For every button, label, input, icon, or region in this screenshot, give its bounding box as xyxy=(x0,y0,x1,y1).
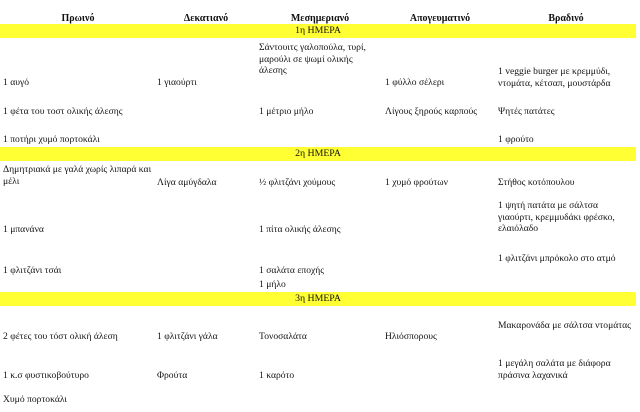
day1-dinner-2: Ψητές πατάτες xyxy=(498,106,555,117)
day3-dinner-1: Μακαρονάδα με σάλτσα ντομάτας xyxy=(498,320,631,331)
day-band-1: 1η ΗΜΕΡΑ xyxy=(0,24,636,38)
day1-afternoon-2: Λίγους ξηρούς καρπούς xyxy=(385,106,478,117)
day3-breakfast-1: 2 φέτες του τόστ ολική άλεση xyxy=(3,331,118,342)
day2-lunch-3: 1 σαλάτα εποχής xyxy=(259,265,325,276)
day2-breakfast-1: Δημητριακά με γαλά χωρίς λιπαρά και μέλι xyxy=(3,164,152,187)
day3-dinner-2: 1 μεγάλη σαλάτα με διάφορα πράσινα λαχανικά xyxy=(498,358,611,381)
day1-snack-1: 1 γιαούρτι xyxy=(157,77,197,88)
day1-breakfast-1: 1 αυγό xyxy=(3,77,30,88)
day1-afternoon-1: 1 φύλλο σέλερι xyxy=(385,77,445,88)
day2-afternoon-1: 1 χυμό φρούτων xyxy=(385,177,448,188)
day2-lunch-1: ½ φλιτζάνι χούμους xyxy=(259,177,336,188)
day3-breakfast-3: Χυμό πορτοκάλι xyxy=(3,394,67,405)
day2-breakfast-3: 1 φλιτζάνι τσάι xyxy=(3,265,62,276)
header-afternoon-snack: Απογευματινό xyxy=(409,13,471,24)
day-band-2: 2η ΗΜΕΡΑ xyxy=(0,147,636,161)
day1-dinner-3: 1 φρούτο xyxy=(498,134,534,145)
day2-breakfast-2: 1 μπανάνα xyxy=(3,224,44,235)
day3-afternoon-1: Ηλιόσπορους xyxy=(385,331,437,342)
day3-lunch-1: Τονοσαλάτα xyxy=(259,331,307,342)
day2-lunch-2: 1 πίτα ολικής άλεσης xyxy=(259,224,341,235)
day1-breakfast-3: 1 ποτήρι χυμό πορτοκάλι xyxy=(3,134,100,145)
day3-snack-1: 1 φλιτζάνι γάλα xyxy=(157,331,218,342)
header-breakfast: Πρωινό xyxy=(61,13,95,24)
header-dinner: Βραδινό xyxy=(548,13,584,24)
day3-breakfast-2: 1 κ.σ φυστικοβούτυρο xyxy=(3,370,89,381)
day2-dinner-3: 1 φλιτζάνι μπρόκολο στο ατμό xyxy=(498,253,616,264)
day3-snack-2: Φρούτα xyxy=(157,370,188,381)
day2-dinner-2: 1 ψητή πατάτα με σάλτσα γιαούρτι, κρεμμυδάκι φρέσκο, ελαιόλαδο xyxy=(498,200,615,234)
day1-lunch-1: Σάντουιτς γαλοπούλα, τυρί, μαρούλι σε ψωμί ολικής άλεσης xyxy=(259,42,366,76)
day2-lunch-4: 1 μήλο xyxy=(259,279,286,290)
day2-snack-1: Λίγα αμύγδαλα xyxy=(157,177,217,188)
day1-lunch-2: 1 μέτριο μήλο xyxy=(259,106,314,117)
day2-dinner-1: Στήθος κοτόπουλου xyxy=(498,177,575,188)
header-lunch: Μεσημεριανό xyxy=(290,13,350,24)
day1-dinner-1: 1 veggie burger με κρεμμύδι, ντομάτα, κέτσαπ, μουστάρδα xyxy=(498,66,611,89)
day-band-3: 3η ΗΜΕΡΑ xyxy=(0,292,636,306)
day1-breakfast-2: 1 φέτα του τοστ ολικής άλεσης xyxy=(3,106,123,117)
header-morning-snack: Δεκατιανό xyxy=(183,13,229,24)
day3-lunch-2: 1 καρότο xyxy=(259,370,295,381)
